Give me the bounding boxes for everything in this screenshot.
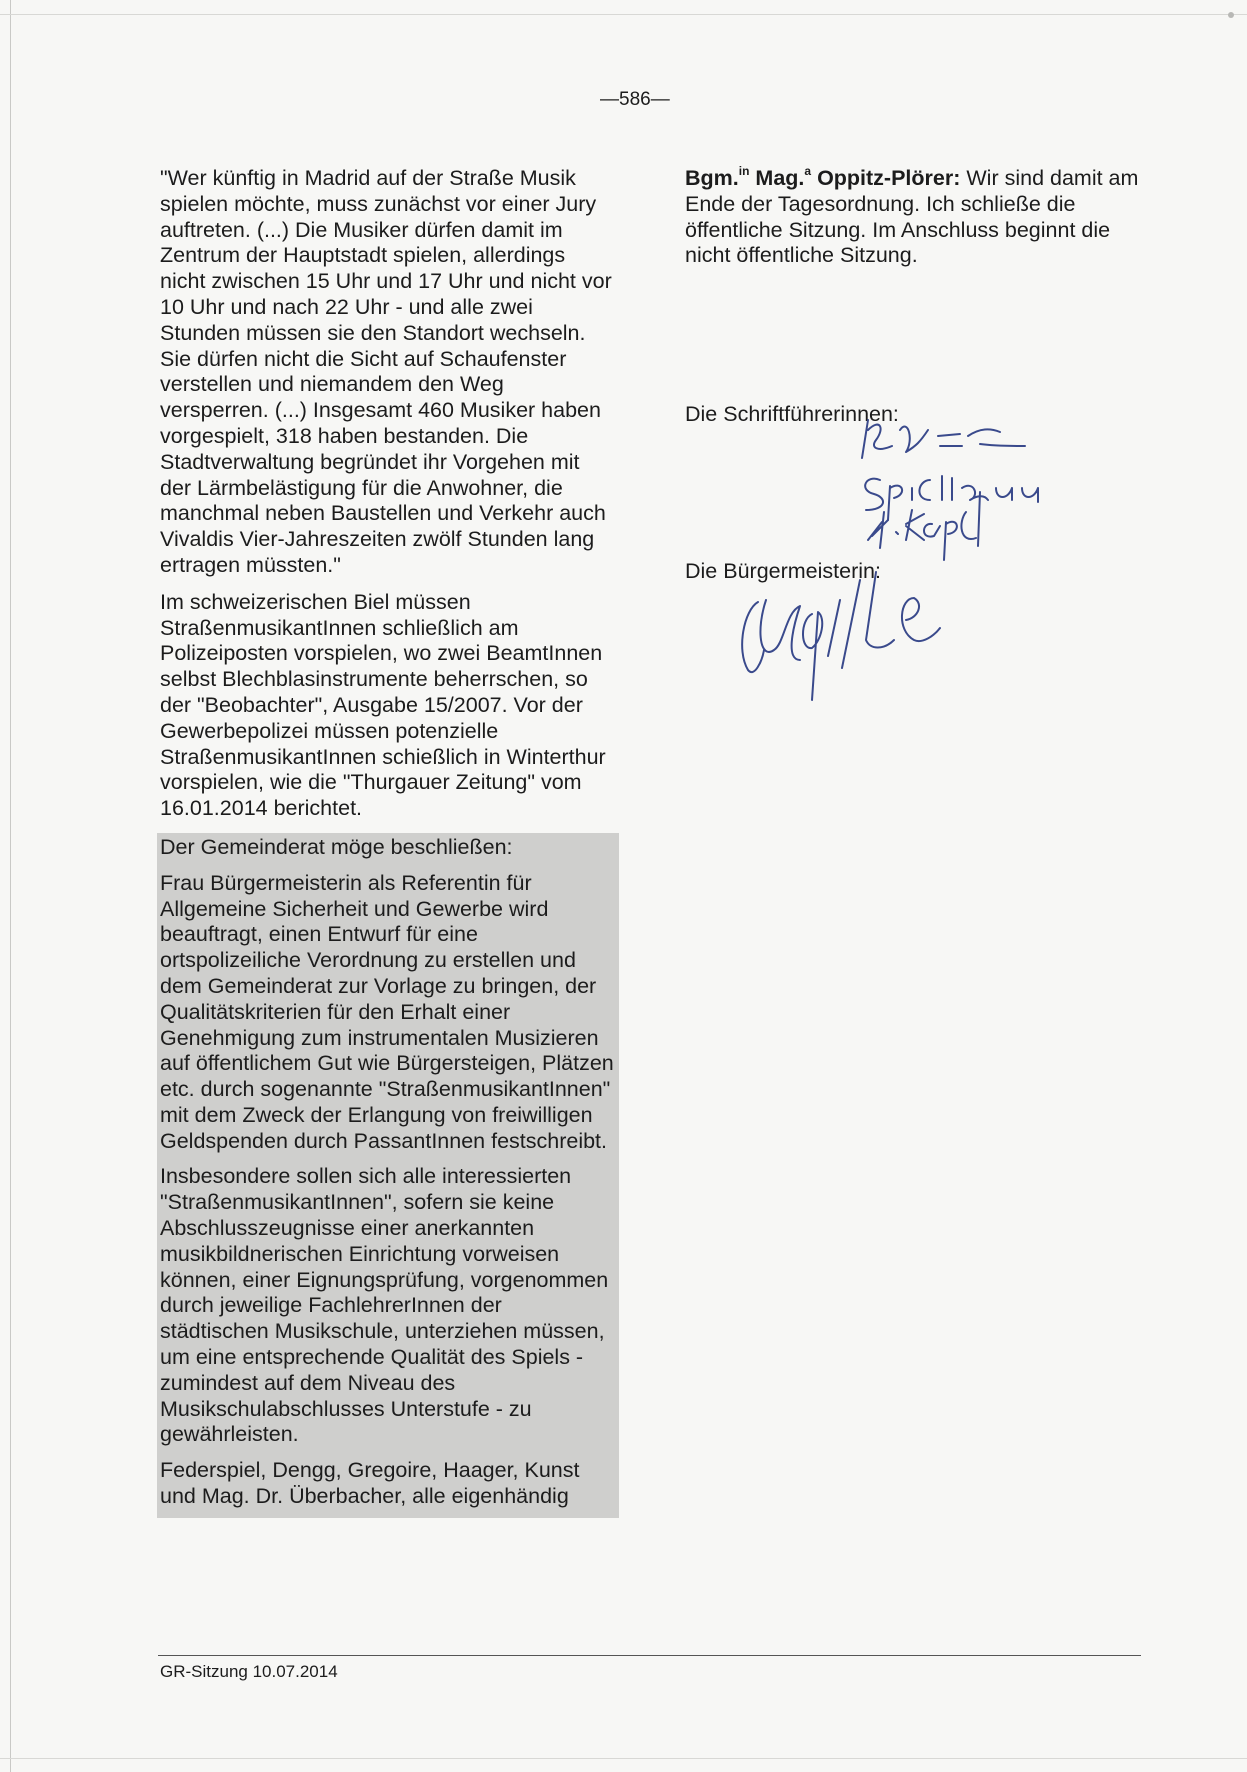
recorders-label: Die Schriftführerinnen: xyxy=(685,402,899,426)
speaker-degree-sup: a xyxy=(804,163,812,178)
motion-paragraph-2: Insbesondere sollen sich alle interessierten "StraßenmusikantInnen", sofern sie keine Abschlusszeugnisse einer anerkannten musikbildnerischen Einrichtung vorweisen können, einer Eignungsprüfung, vorgenommen durch jeweilige FachlehrerInnen der städtischen Musikschule, unterziehen müssen, um eine entsprechende Qualität des Spiels - zumindest auf dem Niveau des Musikschulabschlusses Unterstufe - zu gewährleisten. xyxy=(160,1164,609,1447)
switzerland-paragraph: Im schweizerischen Biel müssen StraßenmusikantInnen schließlich am Polizeiposten vorspielen, wo zwei BeamtInnen selbst Blechblasinstrumente beherrschen, so der "Beobachter", Ausgabe 15/2007. Vor der Gewerbepolizei müssen potenzielle StraßenmusikantInnen schießlich in Winterthur vorspielen, wie die "Thurgauer Zeitung" vom 16.01.2014 berichtet. xyxy=(160,589,606,821)
closing-text: Wir sind damit am Ende der Tagesordnung. Ich schließe die öffentliche Sitzung. Im Anschluss beginnt die nicht öffentliche Sitzung. xyxy=(685,166,1139,268)
speaker-title: Bgm. xyxy=(685,166,739,190)
page-number: —586— xyxy=(600,89,670,110)
speaker-surname: Oppitz-Plörer: xyxy=(817,166,961,190)
footer-session-date: GR-Sitzung 10.07.2014 xyxy=(160,1662,338,1681)
signature-recorder-2 xyxy=(865,476,1038,520)
quote-paragraph: "Wer künftig in Madrid auf der Straße Musik spielen möchte, muss zunächst vor einer Jury auftreten. (...) Die Musiker dürfen damit im Zentrum der Hauptstadt spielen, allerdings nicht zwischen 15 Uhr und 17 Uhr und nicht vor 10 Uhr und nach 22 Uhr - und alle zwei Stunden müssen sie den Standort wechseln. Sie dürfen nicht die Sicht auf Schaufenster verstellen und niemandem den Weg versperren. (...) Insgesamt 460 Musiker haben vorgespielt, 318 haben bestanden. Die Stadtverwaltung begründet ihr Vorgehen mit der Lärmbelästigung für die Anwohner, die manchmal neben Baustellen und Verkehr auch Vivaldis Vier-Jahreszeiten zwölf Stunden lang ertragen müssten." xyxy=(160,166,612,577)
mayor-label: Die Bürgermeisterin: xyxy=(685,559,881,583)
footer-rule xyxy=(158,1655,1141,1656)
signature-mayor xyxy=(742,572,940,700)
signature-recorder-3 xyxy=(868,492,980,560)
signature-recorder-1 xyxy=(862,420,1025,458)
speaker-title-sup: in xyxy=(738,163,750,178)
speaker-degree: Mag. xyxy=(755,166,805,190)
motion-signers: Federspiel, Dengg, Gregoire, Haager, Kunst und Mag. Dr. Überbacher, alle eigenhändig xyxy=(160,1458,580,1509)
motion-paragraph-1: Frau Bürgermeisterin als Referentin für Allgemeine Sicherheit und Gewerbe wird beauftragt, einen Entwurf für eine ortspolizeiliche Verordnung zu erstellen und dem Gemeinderat zur Vorlage zu bringen, der Qualitätskriterien für den Erhalt einer Genehmigung zum instrumentalen Musizieren auf öffentlichem Gut wie Bürgersteigen, Plätzen etc. durch sogenannte "StraßenmusikantInnen" mit dem Zweck der Erlangung von freiwilligen Geldspenden durch PassantInnen festschreibt. xyxy=(160,870,614,1153)
motion-heading: Der Gemeinderat möge beschließen: xyxy=(160,834,513,859)
